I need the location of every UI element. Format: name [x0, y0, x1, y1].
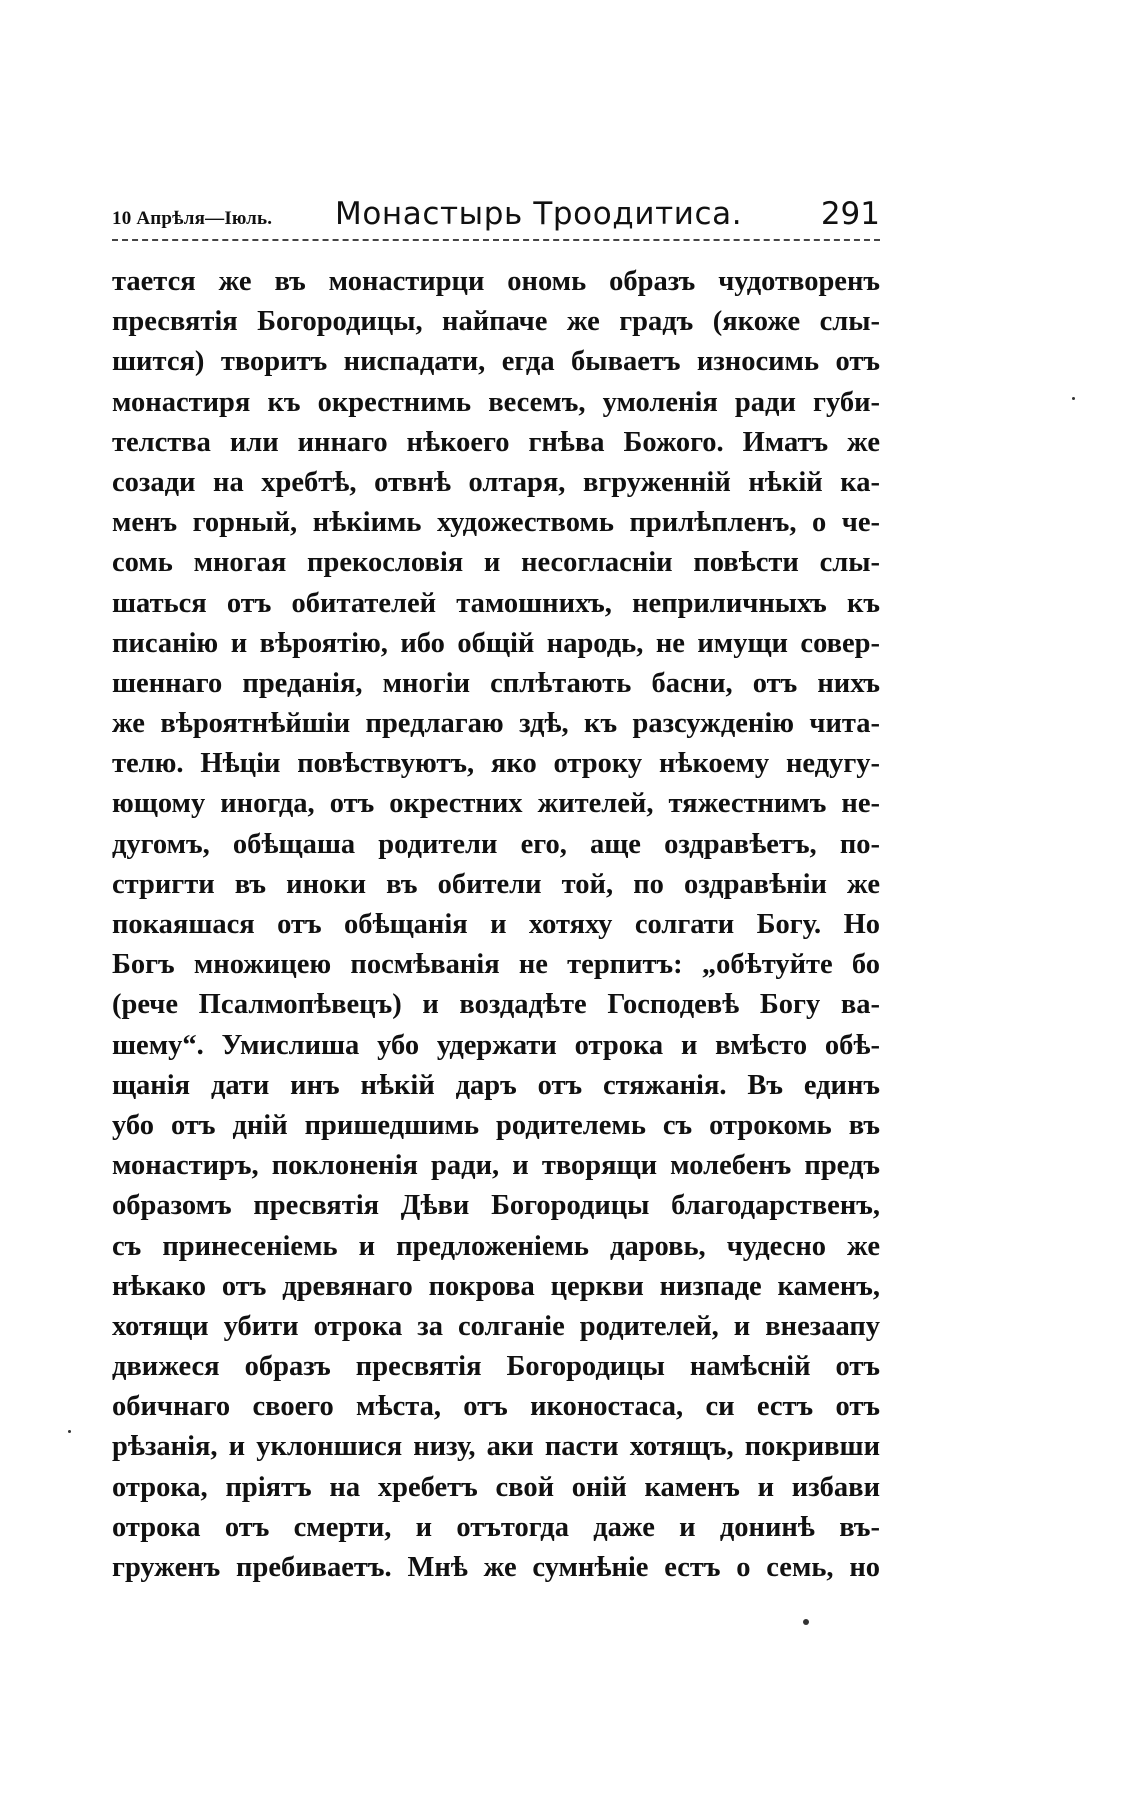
text-line: стригти въ иноки въ обители той, по оздравѣніи же	[112, 868, 880, 900]
text-line: груженъ пребиваетъ. Мнѣ же сумнѣніе естъ о семь, но	[112, 1552, 880, 1583]
text-line: покаяшася отъ обѣщанія и хотяху солгати Богу. Но	[112, 909, 880, 940]
text-line: ющому иногда, отъ окрестних жителей, тяжестнимъ не-	[112, 788, 880, 820]
text-line: же вѣроятнѣйшіи предлагаю здѣ, къ разсужденію чита-	[112, 708, 880, 740]
text-line: щанія дати инъ нѣкій даръ отъ стяжанія. Въ единъ	[112, 1069, 880, 1101]
text-line: образомъ пресвятія Дѣви Богородицы благодарственъ,	[112, 1190, 880, 1222]
page-number: 291	[820, 196, 880, 232]
text-line: отрока, пріятъ на хребетъ свой оній каменъ и избави	[112, 1471, 880, 1503]
header-title: Монастырь Троодитиса.	[335, 196, 743, 232]
text-line: съ принесеніемь и предложеніемь даровь, чудесно же	[112, 1230, 880, 1262]
text-line: хотящи убити отрока за солганіе родителей, и внезаапу	[112, 1310, 880, 1342]
text-line: (рече Псалмопѣвецъ) и воздадѣте Господевѣ Богу ва-	[112, 989, 880, 1021]
text-line: тается же въ монастирци ономь образъ чудотворенъ	[112, 266, 880, 297]
text-line: движеся образъ пресвятія Богородицы намѣсній отъ	[112, 1351, 880, 1383]
header-date-range: 10 Апрѣля—Іюль.	[112, 208, 273, 229]
text-line: шится) творитъ ниспадати, егда бываетъ износимь отъ	[112, 346, 880, 378]
text-line: сомь многая прекословія и несогласніи повѣсти слы-	[112, 547, 880, 579]
text-line: монастиря къ окрестнимь весемъ, умоленія ради губи-	[112, 386, 880, 418]
text-line: писанію и вѣроятію, ибо общій народь, не имущи совер-	[112, 627, 880, 659]
text-line: Богъ множицею посмѣванія не терпитъ: „обѣтуйте бо	[112, 949, 880, 981]
text-line: убо отъ дній пришедшимь родителемь съ отрокомь въ	[112, 1109, 880, 1141]
text-line: созади на хребтѣ, отвнѣ олтаря, вгруженній нѣкій ка-	[112, 466, 880, 498]
text-line: дугомъ, обѣщаша родители его, аще оздравѣетъ, по-	[112, 828, 880, 860]
margin-speck	[68, 1430, 71, 1433]
text-line: обичнаго своего мѣста, отъ иконостаса, си естъ отъ	[112, 1391, 880, 1423]
text-line: телю. Нѣціи повѣствуютъ, яко отроку нѣкоему недугу-	[112, 748, 880, 780]
text-line: менъ горный, нѣкіимь художествомь прилѣпленъ, о че-	[112, 507, 880, 539]
margin-speck	[803, 1619, 809, 1625]
text-line: нѣкако отъ древянаго покрова церкви низпаде каменъ,	[112, 1270, 880, 1302]
text-line: телства или иннаго нѣкоего гнѣва Божого. Иматъ же	[112, 426, 880, 458]
margin-speck	[1072, 397, 1075, 400]
text-line: шеннаго преданія, многіи сплѣтають басни, отъ нихъ	[112, 667, 880, 699]
text-line: шему“. Умислиша убо удержати отрока и вмѣсто обѣ-	[112, 1029, 880, 1061]
header-rule	[112, 239, 880, 241]
text-line: шаться отъ обитателей тамошнихъ, неприличныхъ къ	[112, 587, 880, 619]
body-text	[112, 262, 880, 1588]
running-header	[112, 196, 880, 236]
text-line: рѣзанія, и уклоншися низу, аки пасти хотящъ, покривши	[112, 1431, 880, 1463]
text-line: монастиръ, поклоненія ради, и творящи молебенъ предъ	[112, 1150, 880, 1182]
text-line: отрока отъ смерти, и отътогда даже и донинѣ въ-	[112, 1511, 880, 1543]
text-line: пресвятія Богородицы, найпаче же градъ (якоже слы-	[112, 306, 880, 338]
